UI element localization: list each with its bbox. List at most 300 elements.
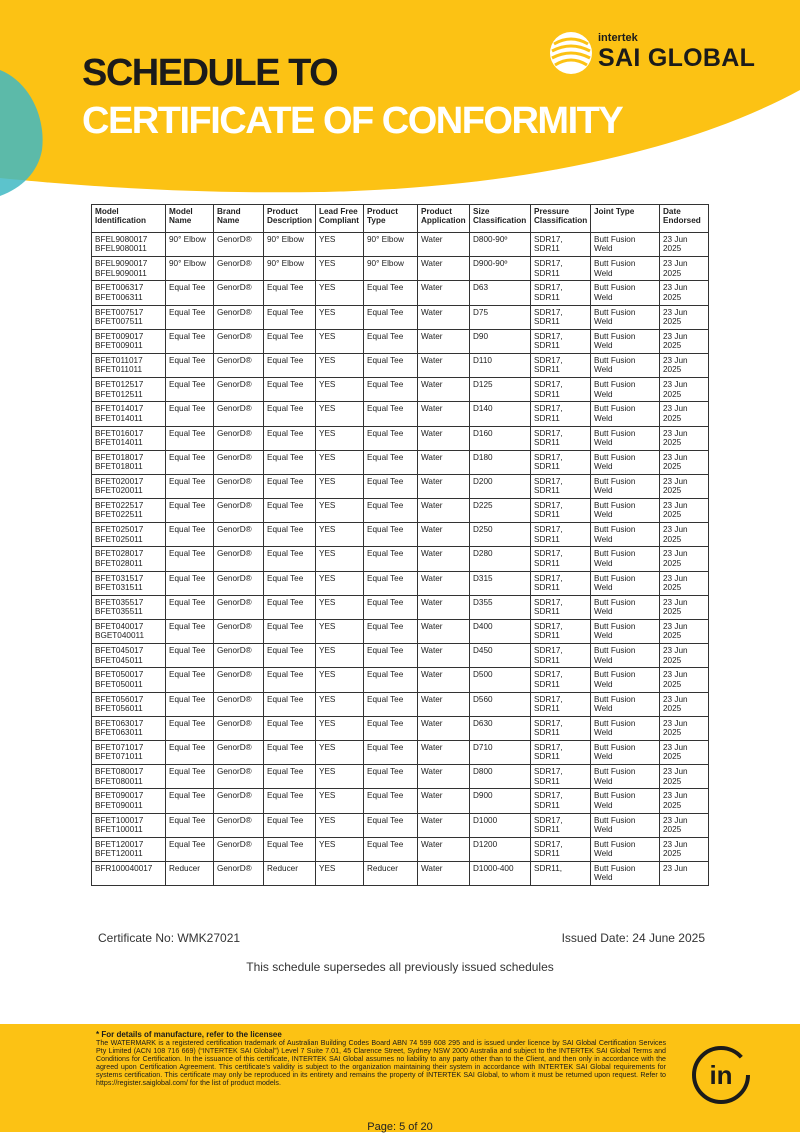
table-cell: 90° Elbow bbox=[166, 233, 214, 257]
table-cell: 23 Jun 2025 bbox=[660, 813, 709, 837]
table-cell: D900-90º bbox=[470, 257, 531, 281]
table-cell: GenorD® bbox=[214, 499, 264, 523]
table-cell: D90 bbox=[470, 329, 531, 353]
table-cell: Water bbox=[418, 426, 470, 450]
table-cell: D315 bbox=[470, 571, 531, 595]
table-cell: BFET050017 BFET050011 bbox=[92, 668, 166, 692]
table-cell: Water bbox=[418, 595, 470, 619]
table-row bbox=[92, 644, 709, 668]
table-cell: Water bbox=[418, 450, 470, 474]
table-cell: Water bbox=[418, 281, 470, 305]
table-cell: BFET009017 BFET009011 bbox=[92, 329, 166, 353]
table-cell: D500 bbox=[470, 668, 531, 692]
table-cell: Butt Fusion Weld bbox=[591, 765, 660, 789]
table-cell: YES bbox=[316, 571, 364, 595]
table-cell: GenorD® bbox=[214, 378, 264, 402]
table-cell: Equal Tee bbox=[264, 668, 316, 692]
schedule-table bbox=[91, 204, 709, 886]
table-row bbox=[92, 402, 709, 426]
table-cell: Butt Fusion Weld bbox=[591, 547, 660, 571]
table-cell: SDR17, SDR11 bbox=[531, 426, 591, 450]
table-cell: GenorD® bbox=[214, 765, 264, 789]
table-cell: Equal Tee bbox=[364, 668, 418, 692]
table-cell: Equal Tee bbox=[364, 547, 418, 571]
table-cell: GenorD® bbox=[214, 353, 264, 377]
table-cell: Equal Tee bbox=[264, 474, 316, 498]
column-header: Joint Type bbox=[591, 205, 660, 233]
table-row bbox=[92, 426, 709, 450]
table-cell: 23 Jun 2025 bbox=[660, 523, 709, 547]
column-header: Model Name bbox=[166, 205, 214, 233]
table-cell: Butt Fusion Weld bbox=[591, 474, 660, 498]
table-cell: BFET035517 BFET035511 bbox=[92, 595, 166, 619]
schedule-title-line1: SCHEDULE TO bbox=[82, 52, 338, 94]
table-cell: YES bbox=[316, 353, 364, 377]
table-cell: YES bbox=[316, 740, 364, 764]
table-cell: GenorD® bbox=[214, 595, 264, 619]
table-cell: Water bbox=[418, 329, 470, 353]
table-cell: GenorD® bbox=[214, 450, 264, 474]
table-cell: Butt Fusion Weld bbox=[591, 305, 660, 329]
table-cell: GenorD® bbox=[214, 620, 264, 644]
table-cell: YES bbox=[316, 813, 364, 837]
table-cell: Butt Fusion Weld bbox=[591, 861, 660, 885]
table-cell: Equal Tee bbox=[264, 353, 316, 377]
table-cell: Equal Tee bbox=[264, 378, 316, 402]
table-cell: GenorD® bbox=[214, 305, 264, 329]
table-cell: YES bbox=[316, 426, 364, 450]
table-cell: 23 Jun bbox=[660, 861, 709, 885]
table-cell: 23 Jun 2025 bbox=[660, 450, 709, 474]
table-cell: SDR11, bbox=[531, 861, 591, 885]
table-cell: SDR17, SDR11 bbox=[531, 499, 591, 523]
table-cell: 23 Jun 2025 bbox=[660, 474, 709, 498]
table-row bbox=[92, 740, 709, 764]
table-cell: BFEL9080017 BFEL9080011 bbox=[92, 233, 166, 257]
table-cell: Equal Tee bbox=[364, 765, 418, 789]
table-cell: Equal Tee bbox=[364, 450, 418, 474]
table-cell: Equal Tee bbox=[264, 644, 316, 668]
table-cell: SDR17, SDR11 bbox=[531, 305, 591, 329]
table-row bbox=[92, 523, 709, 547]
table-cell: Equal Tee bbox=[264, 740, 316, 764]
table-cell: 90° Elbow bbox=[166, 257, 214, 281]
table-cell: Butt Fusion Weld bbox=[591, 257, 660, 281]
table-cell: Equal Tee bbox=[264, 523, 316, 547]
table-cell: Reducer bbox=[264, 861, 316, 885]
table-cell: BFET031517 BFET031511 bbox=[92, 571, 166, 595]
table-cell: YES bbox=[316, 620, 364, 644]
table-row bbox=[92, 499, 709, 523]
table-cell: Butt Fusion Weld bbox=[591, 668, 660, 692]
table-cell: SDR17, SDR11 bbox=[531, 765, 591, 789]
schedule-title-line2: CERTIFICATE OF CONFORMITY bbox=[82, 100, 623, 142]
table-row bbox=[92, 692, 709, 716]
table-cell: 23 Jun 2025 bbox=[660, 499, 709, 523]
table-cell: D800 bbox=[470, 765, 531, 789]
table-cell: Butt Fusion Weld bbox=[591, 353, 660, 377]
table-cell: Butt Fusion Weld bbox=[591, 378, 660, 402]
table-cell: Equal Tee bbox=[264, 595, 316, 619]
table-cell: Water bbox=[418, 571, 470, 595]
table-row bbox=[92, 353, 709, 377]
table-cell: SDR17, SDR11 bbox=[531, 547, 591, 571]
table-cell: BFET045017 BFET045011 bbox=[92, 644, 166, 668]
table-header-row bbox=[92, 205, 709, 233]
table-cell: Equal Tee bbox=[166, 668, 214, 692]
table-cell: Butt Fusion Weld bbox=[591, 499, 660, 523]
table-cell: Equal Tee bbox=[166, 716, 214, 740]
table-cell: Equal Tee bbox=[166, 740, 214, 764]
table-cell: D450 bbox=[470, 644, 531, 668]
table-cell: D800-90º bbox=[470, 233, 531, 257]
page-number: Page: 5 of 20 bbox=[367, 1121, 433, 1133]
table-row bbox=[92, 620, 709, 644]
table-cell: Equal Tee bbox=[166, 765, 214, 789]
table-cell: 90° Elbow bbox=[364, 257, 418, 281]
table-cell: Butt Fusion Weld bbox=[591, 595, 660, 619]
column-header: Product Description bbox=[264, 205, 316, 233]
column-header: Brand Name bbox=[214, 205, 264, 233]
table-cell: Water bbox=[418, 765, 470, 789]
table-cell: Equal Tee bbox=[166, 353, 214, 377]
table-cell: Equal Tee bbox=[364, 620, 418, 644]
table-cell: BFET071017 BFET071011 bbox=[92, 740, 166, 764]
table-cell: 23 Jun 2025 bbox=[660, 620, 709, 644]
table-row bbox=[92, 861, 709, 885]
table-cell: Equal Tee bbox=[166, 547, 214, 571]
table-cell: BFET012517 BFET012511 bbox=[92, 378, 166, 402]
table-cell: Equal Tee bbox=[166, 620, 214, 644]
table-cell: D630 bbox=[470, 716, 531, 740]
table-cell: Equal Tee bbox=[364, 740, 418, 764]
table-cell: D1200 bbox=[470, 837, 531, 861]
table-cell: D280 bbox=[470, 547, 531, 571]
table-cell: Butt Fusion Weld bbox=[591, 813, 660, 837]
table-cell: GenorD® bbox=[214, 281, 264, 305]
table-cell: SDR17, SDR11 bbox=[531, 789, 591, 813]
table-cell: GenorD® bbox=[214, 547, 264, 571]
table-cell: 90° Elbow bbox=[364, 233, 418, 257]
table-cell: Water bbox=[418, 233, 470, 257]
table-cell: YES bbox=[316, 329, 364, 353]
column-header: Lead Free Compliant bbox=[316, 205, 364, 233]
column-header: Date Endorsed bbox=[660, 205, 709, 233]
table-cell: GenorD® bbox=[214, 329, 264, 353]
table-cell: Equal Tee bbox=[166, 378, 214, 402]
table-cell: Water bbox=[418, 305, 470, 329]
table-cell: Equal Tee bbox=[166, 474, 214, 498]
table-cell: 23 Jun 2025 bbox=[660, 353, 709, 377]
table-cell: D180 bbox=[470, 450, 531, 474]
table-cell: SDR17, SDR11 bbox=[531, 474, 591, 498]
table-cell: Butt Fusion Weld bbox=[591, 523, 660, 547]
table-cell: Butt Fusion Weld bbox=[591, 692, 660, 716]
table-cell: Equal Tee bbox=[364, 789, 418, 813]
table-cell: Butt Fusion Weld bbox=[591, 837, 660, 861]
table-cell: YES bbox=[316, 305, 364, 329]
table-cell: SDR17, SDR11 bbox=[531, 716, 591, 740]
table-row bbox=[92, 257, 709, 281]
table-cell: Equal Tee bbox=[166, 595, 214, 619]
table-cell: D250 bbox=[470, 523, 531, 547]
table-cell: Equal Tee bbox=[264, 813, 316, 837]
table-cell: YES bbox=[316, 547, 364, 571]
table-cell: GenorD® bbox=[214, 233, 264, 257]
table-cell: Water bbox=[418, 740, 470, 764]
table-cell: YES bbox=[316, 837, 364, 861]
table-row bbox=[92, 378, 709, 402]
table-cell: 23 Jun 2025 bbox=[660, 668, 709, 692]
table-cell: 23 Jun 2025 bbox=[660, 305, 709, 329]
table-cell: Equal Tee bbox=[166, 499, 214, 523]
table-cell: Water bbox=[418, 402, 470, 426]
table-cell: D1000-400 bbox=[470, 861, 531, 885]
table-cell: Equal Tee bbox=[364, 426, 418, 450]
table-cell: BFET011017 BFET011011 bbox=[92, 353, 166, 377]
table-cell: Butt Fusion Weld bbox=[591, 644, 660, 668]
table-cell: Equal Tee bbox=[166, 305, 214, 329]
table-cell: BFET006317 BFET006311 bbox=[92, 281, 166, 305]
table-cell: 23 Jun 2025 bbox=[660, 837, 709, 861]
table-cell: 23 Jun 2025 bbox=[660, 329, 709, 353]
table-cell: YES bbox=[316, 402, 364, 426]
table-cell: Reducer bbox=[166, 861, 214, 885]
table-cell: BFET014017 BFET014011 bbox=[92, 402, 166, 426]
table-cell: Water bbox=[418, 378, 470, 402]
table-cell: SDR17, SDR11 bbox=[531, 740, 591, 764]
table-cell: Water bbox=[418, 716, 470, 740]
table-cell: SDR17, SDR11 bbox=[531, 692, 591, 716]
table-cell: Water bbox=[418, 257, 470, 281]
table-cell: 23 Jun 2025 bbox=[660, 571, 709, 595]
table-cell: Equal Tee bbox=[264, 620, 316, 644]
footer-disclaimer: The WATERMARK is a registered certification trademark of Australian Building Codes Board ABN 74 599 608 295 and is issued under licence by SAI Global Certification Services Pty Limited (ACN 108 716 669) (“INTERTEK SAI Global”) Level 7 Suite 7.01, 45 Clarence Street, Sydney NSW 2000 Australia and subject to the INTERTEK SAI Global Terms and Conditions for Certification. In the issuance of this certificate, INTERTEK SAI Global assumes no liability to any party other than to the Client, and then only in accordance with the agreed upon Certification Agreement. This certificate’s validity is subject to the organization maintaining their system in accordance with INTERTEK SAI Global requirements for systems certification. This certificate may only be reproduced in its entirety and remains the property of INTERTEK SAI Global, to whom it must be returned upon request. Refer to https://register.saiglobal.com/ for the list of product models. bbox=[96, 1039, 666, 1088]
table-cell: BFET028017 BFET028011 bbox=[92, 547, 166, 571]
table-cell: Equal Tee bbox=[364, 353, 418, 377]
table-cell: YES bbox=[316, 523, 364, 547]
table-row bbox=[92, 450, 709, 474]
column-header: Size Classification bbox=[470, 205, 531, 233]
table-cell: Water bbox=[418, 474, 470, 498]
table-cell: Equal Tee bbox=[264, 499, 316, 523]
table-cell: 23 Jun 2025 bbox=[660, 692, 709, 716]
table-cell: YES bbox=[316, 474, 364, 498]
table-cell: Water bbox=[418, 644, 470, 668]
table-cell: BFEL9090017 BFEL9090011 bbox=[92, 257, 166, 281]
table-cell: 90° Elbow bbox=[264, 257, 316, 281]
table-cell: D225 bbox=[470, 499, 531, 523]
intertek-logo-text: intertek bbox=[598, 32, 638, 44]
sai-global-globe-icon bbox=[548, 30, 594, 76]
table-cell: GenorD® bbox=[214, 837, 264, 861]
table-cell: GenorD® bbox=[214, 861, 264, 885]
table-cell: YES bbox=[316, 692, 364, 716]
table-cell: SDR17, SDR11 bbox=[531, 837, 591, 861]
table-cell: Equal Tee bbox=[264, 402, 316, 426]
table-cell: BFET080017 BFET080011 bbox=[92, 765, 166, 789]
column-header: Product Type bbox=[364, 205, 418, 233]
table-cell: BFET016017 BFET014011 bbox=[92, 426, 166, 450]
table-cell: 23 Jun 2025 bbox=[660, 281, 709, 305]
table-cell: GenorD® bbox=[214, 644, 264, 668]
table-cell: YES bbox=[316, 765, 364, 789]
table-cell: SDR17, SDR11 bbox=[531, 644, 591, 668]
table-row bbox=[92, 571, 709, 595]
table-cell: 23 Jun 2025 bbox=[660, 644, 709, 668]
table-cell: D140 bbox=[470, 402, 531, 426]
table-cell: BFET063017 BFET063011 bbox=[92, 716, 166, 740]
table-cell: Reducer bbox=[364, 861, 418, 885]
table-row bbox=[92, 305, 709, 329]
table-row bbox=[92, 668, 709, 692]
table-cell: YES bbox=[316, 716, 364, 740]
table-cell: SDR17, SDR11 bbox=[531, 402, 591, 426]
table-cell: YES bbox=[316, 257, 364, 281]
table-cell: Equal Tee bbox=[364, 595, 418, 619]
table-cell: SDR17, SDR11 bbox=[531, 620, 591, 644]
table-cell: GenorD® bbox=[214, 813, 264, 837]
table-cell: Butt Fusion Weld bbox=[591, 620, 660, 644]
table-cell: SDR17, SDR11 bbox=[531, 450, 591, 474]
table-cell: SDR17, SDR11 bbox=[531, 523, 591, 547]
table-cell: D125 bbox=[470, 378, 531, 402]
table-cell: Butt Fusion Weld bbox=[591, 716, 660, 740]
table-cell: D710 bbox=[470, 740, 531, 764]
table-row bbox=[92, 474, 709, 498]
in-icon-letters: in bbox=[709, 1060, 733, 1090]
table-cell: GenorD® bbox=[214, 571, 264, 595]
table-cell: YES bbox=[316, 668, 364, 692]
table-cell: Equal Tee bbox=[264, 716, 316, 740]
table-cell: Equal Tee bbox=[166, 837, 214, 861]
table-cell: 23 Jun 2025 bbox=[660, 595, 709, 619]
table-row bbox=[92, 813, 709, 837]
table-cell: Equal Tee bbox=[364, 305, 418, 329]
table-cell: 23 Jun 2025 bbox=[660, 789, 709, 813]
table-cell: BFET056017 BFET056011 bbox=[92, 692, 166, 716]
table-cell: D75 bbox=[470, 305, 531, 329]
table-cell: D200 bbox=[470, 474, 531, 498]
table-cell: Equal Tee bbox=[364, 474, 418, 498]
table-cell: D1000 bbox=[470, 813, 531, 837]
table-cell: 90° Elbow bbox=[264, 233, 316, 257]
table-row bbox=[92, 765, 709, 789]
supersedes-note: This schedule supersedes all previously issued schedules bbox=[246, 960, 554, 974]
footer-heading: * For details of manufacture, refer to the licensee bbox=[96, 1030, 282, 1039]
table-cell: D63 bbox=[470, 281, 531, 305]
table-cell: SDR17, SDR11 bbox=[531, 329, 591, 353]
table-cell: Equal Tee bbox=[264, 789, 316, 813]
table-cell: Butt Fusion Weld bbox=[591, 281, 660, 305]
table-cell: Equal Tee bbox=[166, 523, 214, 547]
table-cell: Equal Tee bbox=[166, 426, 214, 450]
table-cell: 23 Jun 2025 bbox=[660, 378, 709, 402]
table-cell: 23 Jun 2025 bbox=[660, 402, 709, 426]
table-cell: BFET120017 BFET120011 bbox=[92, 837, 166, 861]
table-cell: YES bbox=[316, 233, 364, 257]
table-cell: BFET020017 BFET020011 bbox=[92, 474, 166, 498]
table-cell: GenorD® bbox=[214, 716, 264, 740]
table-cell: YES bbox=[316, 789, 364, 813]
table-cell: Butt Fusion Weld bbox=[591, 233, 660, 257]
table-cell: BFET100017 BFET100011 bbox=[92, 813, 166, 837]
table-cell: 23 Jun 2025 bbox=[660, 257, 709, 281]
table-cell: Equal Tee bbox=[166, 644, 214, 668]
table-row bbox=[92, 233, 709, 257]
table-cell: Equal Tee bbox=[264, 837, 316, 861]
table-cell: Water bbox=[418, 499, 470, 523]
table-cell: 23 Jun 2025 bbox=[660, 426, 709, 450]
table-cell: BFET007517 BFET007511 bbox=[92, 305, 166, 329]
table-cell: Water bbox=[418, 837, 470, 861]
certificate-number: Certificate No: WMK27021 bbox=[98, 931, 241, 945]
issued-date: Issued Date: 24 June 2025 bbox=[561, 931, 705, 945]
table-cell: Equal Tee bbox=[364, 499, 418, 523]
column-header: Product Application bbox=[418, 205, 470, 233]
table-cell: Equal Tee bbox=[264, 765, 316, 789]
table-cell: Water bbox=[418, 353, 470, 377]
table-cell: Butt Fusion Weld bbox=[591, 789, 660, 813]
table-cell: Water bbox=[418, 547, 470, 571]
table-cell: GenorD® bbox=[214, 474, 264, 498]
table-cell: GenorD® bbox=[214, 668, 264, 692]
table-cell: 23 Jun 2025 bbox=[660, 740, 709, 764]
table-cell: Equal Tee bbox=[264, 426, 316, 450]
table-cell: SDR17, SDR11 bbox=[531, 378, 591, 402]
table-cell: GenorD® bbox=[214, 740, 264, 764]
table-row bbox=[92, 595, 709, 619]
table-cell: Equal Tee bbox=[364, 837, 418, 861]
table-cell: SDR17, SDR11 bbox=[531, 813, 591, 837]
table-cell: YES bbox=[316, 378, 364, 402]
table-cell: Butt Fusion Weld bbox=[591, 571, 660, 595]
table-cell: Equal Tee bbox=[264, 329, 316, 353]
table-cell: Equal Tee bbox=[364, 378, 418, 402]
column-header: Pressure Classification bbox=[531, 205, 591, 233]
table-cell: BFR100040017 bbox=[92, 861, 166, 885]
table-cell: BFET018017 BFET018011 bbox=[92, 450, 166, 474]
table-cell: Equal Tee bbox=[166, 692, 214, 716]
table-cell: Equal Tee bbox=[364, 329, 418, 353]
table-cell: BFET090017 BFET090011 bbox=[92, 789, 166, 813]
table-cell: YES bbox=[316, 281, 364, 305]
table-cell: Equal Tee bbox=[166, 281, 214, 305]
table-cell: 23 Jun 2025 bbox=[660, 547, 709, 571]
table-row bbox=[92, 716, 709, 740]
table-cell: YES bbox=[316, 595, 364, 619]
table-cell: Equal Tee bbox=[166, 789, 214, 813]
table-cell: D355 bbox=[470, 595, 531, 619]
table-cell: Equal Tee bbox=[264, 305, 316, 329]
table-cell: D110 bbox=[470, 353, 531, 377]
table-cell: Water bbox=[418, 620, 470, 644]
table-cell: 23 Jun 2025 bbox=[660, 765, 709, 789]
table-cell: SDR17, SDR11 bbox=[531, 571, 591, 595]
table-cell: Equal Tee bbox=[264, 450, 316, 474]
table-header bbox=[92, 205, 709, 233]
table-cell: Equal Tee bbox=[166, 329, 214, 353]
table-row bbox=[92, 789, 709, 813]
table-cell: 23 Jun 2025 bbox=[660, 716, 709, 740]
table-cell: Butt Fusion Weld bbox=[591, 329, 660, 353]
table-row bbox=[92, 329, 709, 353]
table-cell: GenorD® bbox=[214, 789, 264, 813]
table-cell: Equal Tee bbox=[264, 571, 316, 595]
table-cell: Water bbox=[418, 692, 470, 716]
table-cell: Equal Tee bbox=[264, 281, 316, 305]
table-cell: Equal Tee bbox=[364, 571, 418, 595]
